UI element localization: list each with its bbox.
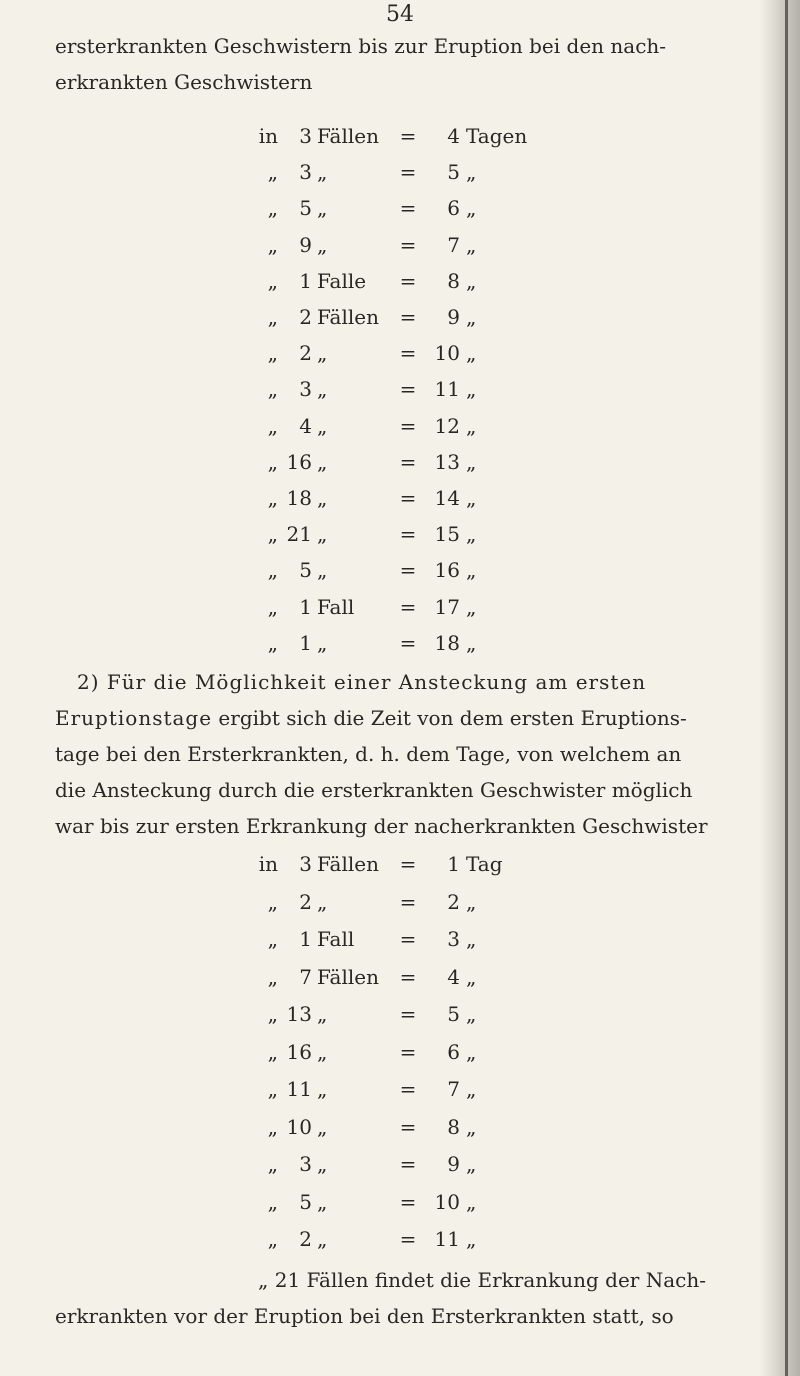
row-equals: = (399, 449, 417, 474)
row-prefix: „ (267, 522, 278, 547)
row-count: 11 (286, 1077, 312, 1101)
row-count: 21 (286, 522, 312, 547)
row-equals: = (399, 927, 417, 951)
row-prefix: „ (267, 341, 278, 366)
row-count: 13 (286, 1002, 312, 1026)
row-day-unit: „ (466, 413, 477, 438)
table-row (0, 965, 800, 1001)
row-prefix: „ (267, 413, 278, 438)
table-row (0, 595, 800, 631)
row-prefix: „ (267, 964, 278, 989)
row-equals: = (399, 268, 417, 293)
row-prefix: „ (267, 889, 278, 914)
row-unit: „ (317, 630, 328, 655)
table-row (0, 160, 800, 196)
row-unit: „ (317, 522, 328, 547)
row-count: 3 (299, 852, 312, 876)
row-count: 9 (299, 232, 312, 257)
row-day-unit: „ (466, 927, 477, 951)
row-count: 1 (299, 630, 312, 655)
row-days: 13 (434, 449, 460, 474)
row-day-unit: „ (466, 341, 477, 366)
row-prefix: „ (267, 377, 278, 402)
row-day-unit: „ (466, 377, 477, 402)
row-equals: = (399, 558, 417, 583)
row-equals: = (399, 413, 417, 438)
section-2-line-2: tage bei den Ersterkrankten, d. h. dem Tage, von welchem an (55, 742, 682, 766)
row-unit: Falle (317, 268, 367, 293)
row-days: 17 (434, 594, 460, 619)
row-days: 4 (447, 124, 460, 148)
row-unit: „ (317, 160, 328, 185)
row-unit: „ (317, 486, 328, 510)
row-unit: „ (317, 889, 328, 914)
row-day-unit: „ (466, 630, 477, 655)
row-count: 1 (299, 594, 312, 619)
row-days: 10 (434, 1189, 460, 1214)
row-day-unit: „ (466, 449, 477, 474)
line-text: ergibt sich die Zeit von dem ersten Eruptions- (212, 706, 687, 730)
table-row (0, 1152, 800, 1188)
row-equals: = (399, 1189, 417, 1214)
row-unit: „ (317, 413, 328, 438)
row-count: 3 (299, 160, 312, 185)
table-row (0, 196, 800, 232)
row-equals: = (399, 852, 417, 876)
row-prefix: in (258, 852, 278, 876)
table-row (0, 558, 800, 594)
row-day-unit: „ (466, 594, 477, 619)
row-count: 1 (299, 268, 312, 293)
row-count: 16 (286, 449, 312, 474)
row-unit: Fällen (317, 964, 379, 989)
row-equals: = (399, 196, 417, 221)
row-equals: = (399, 1039, 417, 1064)
row-days: 16 (434, 558, 460, 583)
row-equals: = (399, 486, 417, 510)
row-prefix: „ (267, 1114, 278, 1139)
row-unit: „ (317, 232, 328, 257)
row-prefix: „ (267, 1227, 278, 1251)
row-unit: Fall (317, 927, 355, 951)
row-count: 5 (299, 558, 312, 583)
row-unit: „ (317, 449, 328, 474)
table-row (0, 1227, 800, 1263)
row-unit: „ (317, 341, 328, 366)
row-day-unit: „ (466, 268, 477, 293)
row-days: 6 (447, 196, 460, 221)
table-row (0, 1115, 800, 1151)
row-unit: „ (317, 1227, 328, 1251)
row-days: 2 (447, 889, 460, 914)
row-unit: „ (317, 1002, 328, 1026)
row-equals: = (399, 160, 417, 185)
table-row (0, 631, 800, 667)
row-prefix: „ (267, 268, 278, 293)
table-row (0, 341, 800, 377)
row-day-unit: „ (466, 522, 477, 547)
row-day-unit: „ (466, 1114, 477, 1139)
row-days: 5 (447, 160, 460, 185)
row-days: 9 (447, 305, 460, 329)
row-prefix: „ (267, 305, 278, 329)
table-row (0, 414, 800, 450)
row-equals: = (399, 964, 417, 989)
closing-line-1: „ 21 Fällen findet die Erkrankung der Nach- (258, 1268, 706, 1292)
row-equals: = (399, 1077, 417, 1101)
row-count: 3 (299, 1152, 312, 1176)
row-equals: = (399, 232, 417, 257)
row-prefix: „ (267, 1002, 278, 1026)
row-day-unit: „ (466, 889, 477, 914)
table-row (0, 233, 800, 269)
row-count: 1 (299, 927, 312, 951)
row-count: 2 (299, 341, 312, 366)
row-day-unit: „ (466, 196, 477, 221)
row-equals: = (399, 1152, 417, 1176)
row-day-unit: „ (466, 1227, 477, 1251)
row-day-unit: Tag (466, 852, 503, 876)
intro-line-2: erkrankten Geschwistern (55, 70, 313, 94)
emphasis-word: Eruptionstage (55, 706, 213, 730)
table-row (0, 486, 800, 522)
table-row (0, 522, 800, 558)
row-equals: = (399, 522, 417, 547)
row-days: 7 (447, 1077, 460, 1101)
row-count: 7 (299, 964, 312, 989)
intro-line-1: ersterkrankten Geschwistern bis zur Eruption bei den nach- (55, 34, 667, 58)
page-edge-line (785, 0, 788, 1376)
row-equals: = (399, 889, 417, 914)
row-unit: „ (317, 1039, 328, 1064)
row-equals: = (399, 594, 417, 619)
row-unit: Fällen (317, 305, 379, 329)
row-equals: = (399, 1227, 417, 1251)
section-2-heading (77, 670, 646, 694)
row-prefix: „ (267, 630, 278, 655)
row-unit: „ (317, 558, 328, 583)
row-count: 18 (286, 486, 312, 510)
row-days: 7 (447, 232, 460, 257)
page-number: 54 (386, 2, 414, 27)
row-day-unit: „ (466, 1189, 477, 1214)
table-row (0, 377, 800, 413)
row-unit: „ (317, 1189, 328, 1214)
section-2-line-1 (55, 706, 687, 730)
row-day-unit: „ (466, 160, 477, 185)
row-unit: Fall (317, 594, 355, 619)
row-count: 5 (299, 196, 312, 221)
row-count: 5 (299, 1189, 312, 1214)
row-equals: = (399, 377, 417, 402)
row-days: 10 (434, 341, 460, 366)
row-days: 8 (447, 268, 460, 293)
row-count: 3 (299, 377, 312, 402)
row-count: 2 (299, 1227, 312, 1251)
row-day-unit: „ (466, 964, 477, 989)
row-prefix: „ (267, 232, 278, 257)
row-day-unit: „ (466, 486, 477, 510)
row-days: 4 (447, 964, 460, 989)
row-days: 6 (447, 1039, 460, 1064)
table-row (0, 890, 800, 926)
row-days: 15 (434, 522, 460, 547)
closing-line-2: erkrankten vor der Eruption bei den Ersterkrankten statt, so (55, 1304, 674, 1328)
table-row (0, 1077, 800, 1113)
table-row (0, 124, 800, 160)
row-days: 14 (434, 486, 460, 510)
table-row (0, 1040, 800, 1076)
row-equals: = (399, 305, 417, 329)
row-day-unit: „ (466, 558, 477, 583)
row-equals: = (399, 124, 417, 148)
row-unit: Fällen (317, 852, 379, 876)
row-day-unit: „ (466, 232, 477, 257)
row-count: 3 (299, 124, 312, 148)
row-days: 1 (447, 852, 460, 876)
row-prefix: „ (267, 1039, 278, 1064)
table-row (0, 852, 800, 888)
row-prefix: „ (267, 1077, 278, 1101)
row-days: 8 (447, 1114, 460, 1139)
row-days: 11 (434, 377, 460, 402)
row-count: 10 (286, 1114, 312, 1139)
row-prefix: „ (267, 1152, 278, 1176)
row-prefix: „ (267, 927, 278, 951)
row-days: 12 (434, 413, 460, 438)
row-days: 11 (434, 1227, 460, 1251)
row-prefix: „ (267, 196, 278, 221)
table-row (0, 305, 800, 341)
row-unit: „ (317, 377, 328, 402)
row-day-unit: „ (466, 1077, 477, 1101)
row-count: 2 (299, 889, 312, 914)
section-2-line-4: war bis zur ersten Erkrankung der nacherkrankten Geschwister (55, 814, 708, 838)
row-equals: = (399, 1114, 417, 1139)
row-days: 5 (447, 1002, 460, 1026)
page-edge-shadow (760, 0, 800, 1376)
row-equals: = (399, 1002, 417, 1026)
row-day-unit: „ (466, 305, 477, 329)
row-days: 9 (447, 1152, 460, 1176)
table-row (0, 1190, 800, 1226)
row-prefix: „ (267, 1189, 278, 1214)
row-days: 3 (447, 927, 460, 951)
row-prefix: „ (267, 486, 278, 510)
row-day-unit: „ (466, 1152, 477, 1176)
row-count: 2 (299, 305, 312, 329)
row-prefix: „ (267, 160, 278, 185)
table-row (0, 927, 800, 963)
row-prefix: „ (267, 594, 278, 619)
row-day-unit: „ (466, 1002, 477, 1026)
row-unit: „ (317, 1114, 328, 1139)
row-unit: „ (317, 196, 328, 221)
row-count: 16 (286, 1039, 312, 1064)
table-row (0, 1002, 800, 1038)
row-day-unit: Tagen (466, 124, 528, 148)
row-unit: Fällen (317, 124, 379, 148)
table-row (0, 269, 800, 305)
section-2-line-3: die Ansteckung durch die ersterkrankten Geschwister möglich (55, 778, 693, 802)
row-equals: = (399, 630, 417, 655)
table-row (0, 450, 800, 486)
row-days: 18 (434, 630, 460, 655)
row-prefix: „ (267, 449, 278, 474)
row-unit: „ (317, 1077, 328, 1101)
row-equals: = (399, 341, 417, 366)
row-day-unit: „ (466, 1039, 477, 1064)
row-prefix: in (258, 124, 278, 148)
row-unit: „ (317, 1152, 328, 1176)
section-2-lead: 2) Für die Möglichkeit einer Ansteckung am ersten (77, 670, 647, 694)
row-count: 4 (299, 413, 312, 438)
row-prefix: „ (267, 558, 278, 583)
